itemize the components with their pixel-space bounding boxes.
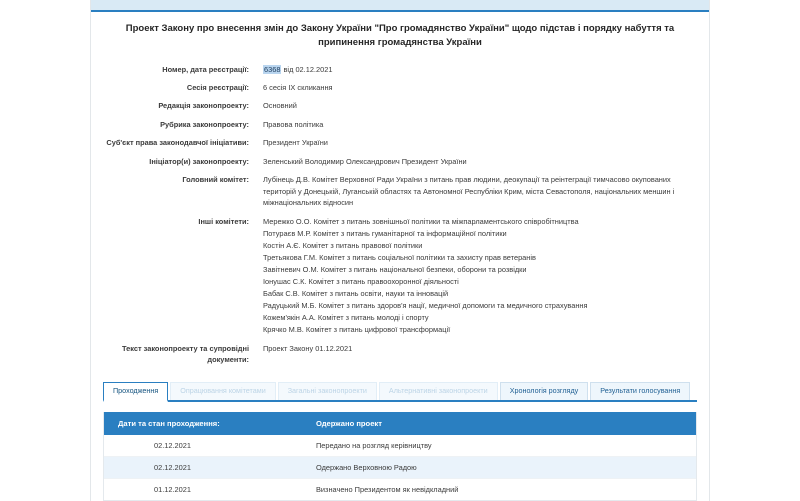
tab-label: Загальні законопроекти <box>287 385 367 395</box>
registration-number-highlight[interactable]: 6368 <box>264 64 281 74</box>
document-card <box>90 0 710 501</box>
detail-row-main-committee <box>103 174 697 208</box>
status-table-head <box>104 412 696 435</box>
document-details <box>91 50 709 366</box>
committee-item: Бабак С.В. Комітет з питань освіти, науки та інновацій <box>263 288 449 298</box>
column-header-status: Одержано проект <box>310 412 696 435</box>
page-title: Проект Закону про внесення змін до Закону України "Про громадянство України" щодо підстав і порядку набуття та припинення громадянства України <box>125 23 675 48</box>
detail-row-session <box>103 82 697 93</box>
detail-value: Президент України <box>263 138 328 148</box>
tab-3 <box>278 382 377 400</box>
top-accent-bar <box>91 0 709 12</box>
detail-value <box>263 64 697 75</box>
column-header-date: Дати та стан проходження: <box>104 412 310 435</box>
detail-row-text-documents <box>103 343 697 366</box>
detail-row-registration-number <box>103 64 697 75</box>
detail-label: Рубрика законопроекту: <box>160 119 249 129</box>
table-row <box>104 435 696 457</box>
cell-date: 02.12.2021 <box>104 456 310 478</box>
detail-value: Зеленський Володимир Олександрович Президент України <box>263 156 467 166</box>
tab-4 <box>379 382 498 400</box>
committee-item: Іонушас С.К. Комітет з питань правоохоронної діяльності <box>263 276 459 286</box>
detail-value-link[interactable]: Проект Закону 01.12.2021 <box>263 343 353 353</box>
detail-value: Правова політика <box>263 119 324 129</box>
committee-item: Третьякова Г.М. Комітет з питань соціальної політики та захисту прав ветеранів <box>263 252 536 262</box>
cell-date: 01.12.2021 <box>154 484 191 494</box>
table-row <box>104 456 696 478</box>
detail-value: 6 сесія IX скликання <box>263 83 333 92</box>
cell-status: Одержано Верховною Радою <box>310 456 696 478</box>
detail-label: Інші комітети: <box>198 216 249 226</box>
detail-label: Сесія реєстрації: <box>186 83 249 92</box>
detail-label: Головний комітет: <box>182 175 249 185</box>
detail-value: Основний <box>263 101 297 111</box>
table-row <box>104 478 696 500</box>
tab-2 <box>170 382 275 400</box>
table-header-row <box>104 412 696 435</box>
committee-item: Крячко М.В. Комітет з питань цифрової трансформації <box>263 324 451 334</box>
tab-label: Проходження <box>113 385 159 395</box>
detail-row-rubric <box>103 119 697 130</box>
status-table <box>104 412 696 500</box>
detail-row-other-committees <box>103 216 697 336</box>
other-committees-list <box>263 216 697 336</box>
committee-item: Костін А.Є. Комітет з питань правової політики <box>263 240 423 250</box>
detail-label: Суб'єкт права законодавчої ініціативи: <box>106 138 249 148</box>
detail-label: Редакція законопроекту: <box>158 101 249 111</box>
tab-label: Опрацювання комітетами <box>180 385 266 395</box>
tab-5[interactable] <box>500 382 589 400</box>
committee-item: Радуцький М.Б. Комітет з питань здоров'я нації, медичної допомоги та медичного страхування <box>263 300 588 310</box>
detail-label: Текст законопроекту та супровідні документи: <box>122 343 249 365</box>
cell-status: Передано на розгляд керівництву <box>310 435 696 457</box>
detail-value: Лубінець Д.В. Комітет Верховної Ради України з питань прав людини, деокупації та реінтеграції тимчасово окупованих територій у Донецькій, Луганській областях та Автономної Республіки Крим, міста Севастополя, національних меншин і міжнаціональних відносин <box>263 175 675 208</box>
detail-row-subject <box>103 137 697 148</box>
tab-label: Хронологія розгляду <box>509 385 579 395</box>
tab-6[interactable] <box>590 382 690 400</box>
registration-date: від 02.12.2021 <box>281 64 333 74</box>
committee-item: Потураєв М.Р. Комітет з питань гуманітарної та інформаційної політики <box>263 228 507 238</box>
status-table-container <box>103 412 697 501</box>
detail-label: Номер, дата реєстрації: <box>162 64 249 74</box>
cell-status: Визначено Президентом як невідкладний <box>316 484 459 494</box>
committee-item: Мережко О.О. Комітет з питань зовнішньої політики та міжпарламентського співробітництва <box>263 216 579 226</box>
committee-item: Кожем'якін А.А. Комітет з питань молоді і спорту <box>263 312 429 322</box>
detail-row-revision <box>103 100 697 111</box>
tab-bar <box>103 380 697 402</box>
tab-label: Альтернативні законопроекти <box>388 385 488 395</box>
detail-row-initiator <box>103 156 697 167</box>
detail-label: Ініціатор(и) законопроекту: <box>149 156 249 166</box>
committee-item: Завітневич О.М. Комітет з питань національної безпеки, оборони та розвідки <box>263 264 527 274</box>
cell-date: 02.12.2021 <box>104 435 310 457</box>
tab-1[interactable] <box>103 382 168 402</box>
status-table-body <box>104 435 696 500</box>
tab-label: Результати голосування <box>600 385 681 395</box>
